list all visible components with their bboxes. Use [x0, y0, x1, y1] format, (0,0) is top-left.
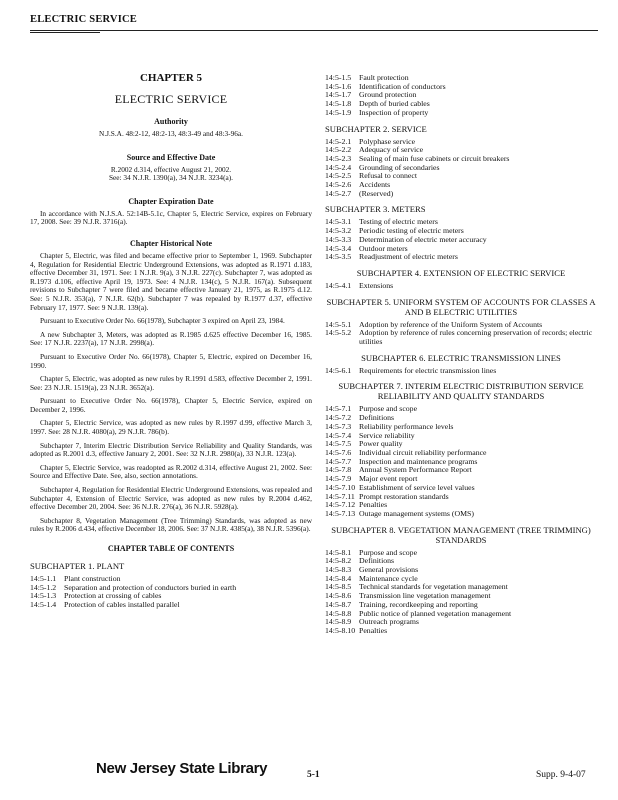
section-title: Adequacy of service — [359, 145, 424, 155]
section-title: Accidents — [359, 180, 391, 190]
toc-entry — [325, 329, 597, 346]
section-number: 14:5-1.1 — [30, 574, 57, 583]
section-title: Grounding of secondaries — [359, 162, 440, 172]
section-title: Identification of conductors — [359, 81, 446, 91]
toc-entry — [325, 627, 597, 636]
right-column — [325, 74, 597, 636]
toc-entry — [325, 190, 597, 199]
section-number: 14:5-3.4 — [325, 243, 352, 253]
section-title: Outdoor meters — [359, 243, 408, 253]
section-title: Definitions — [359, 556, 395, 566]
section-number: 14:5-7.5 — [325, 439, 352, 449]
section-title: (Reserved) — [359, 188, 394, 198]
section-number: 14:5-2.3 — [325, 153, 352, 163]
section-title: Extensions — [359, 280, 394, 290]
section-title: Inspection and maintenance programs — [359, 456, 478, 466]
section-title: Determination of electric meter accuracy — [359, 234, 487, 244]
section-number: 14:5-2.5 — [325, 171, 352, 181]
section-title: Definitions — [359, 413, 395, 423]
section-number: 14:5-3.3 — [325, 234, 352, 244]
section-number: 14:5-8.9 — [325, 617, 352, 627]
section-number: 14:5-1.6 — [325, 81, 352, 91]
subchapter-heading: SUBCHAPTER 3. METERS — [325, 204, 426, 215]
library-stamp: New Jersey State Library — [96, 760, 268, 777]
section-number: 14:5-2.1 — [325, 136, 352, 146]
section-number: 14:5-2.6 — [325, 180, 352, 190]
authority-text: N.J.S.A. 48:2-12, 48:2-13, 48:3-49 and 48:3-96a. — [99, 129, 243, 138]
section-number: 14:5-8.6 — [325, 591, 352, 601]
subchapter-heading: SUBCHAPTER 2. SERVICE — [325, 123, 427, 134]
left-column — [30, 66, 312, 610]
history-paragraph: Subchapter 8, Vegetation Management (Tree Trimming) Standards, was adopted as new rules by R.2006 d.434, effective December 18, 2006. See: 37 N.J.R. 4385(a), 38 N.J.R. 5396(a). — [30, 515, 312, 534]
section-title: Ground protection — [359, 90, 417, 100]
section-title: Establishment of service level values — [359, 482, 475, 492]
section-number: 14:5-7.13 — [325, 508, 356, 518]
source-line: R.2002 d.314, effective August 21, 2002. — [110, 164, 232, 174]
history-heading: Chapter Historical Note — [129, 238, 213, 248]
section-title: Fault protection — [359, 73, 409, 82]
section-number: 14:5-1.4 — [30, 600, 57, 610]
section-number: 14:5-8.4 — [325, 573, 352, 583]
toc-entry — [325, 510, 597, 519]
section-title: Reliability performance levels — [359, 421, 454, 431]
section-title: Transmission line vegetation management — [359, 591, 491, 601]
toc-entry — [325, 367, 597, 376]
section-title: Annual System Performance Report — [359, 465, 472, 475]
toc-left — [30, 561, 312, 610]
section-title: Adoption by reference of the Uniform System of Accounts — [359, 319, 543, 329]
section-title: Protection at crossing of cables — [64, 591, 162, 601]
subchapter-heading: SUBCHAPTER 1. PLANT — [30, 561, 125, 571]
section-number: 14:5-8.8 — [325, 608, 352, 618]
section-number: 14:5-8.5 — [325, 582, 352, 592]
history-paragraph: Subchapter 4, Regulation for Residential Electric Underground Extensions, was repealed and Subchapter 4, Extension of Electric Service, was adopted as new rules by R.2004 d.462, effective December 20, 2004. See: 36 N.J.R. 276(a), 36 N.J.R. 5928(a). — [30, 485, 312, 512]
section-title: Refusal to connect — [359, 171, 418, 181]
section-title: Periodic testing of electric meters — [359, 226, 464, 236]
section-title: Major event report — [359, 474, 418, 484]
section-number: 14:5-7.7 — [325, 456, 352, 466]
section-title: Inspection of property — [359, 107, 429, 117]
section-number: 14:5-7.3 — [325, 421, 352, 431]
section-title: Purpose and scope — [359, 547, 418, 557]
section-title: Adoption by reference of rules concerning preservation of records; electric utilities — [359, 328, 593, 347]
section-title: Readjustment of electric meters — [359, 252, 458, 262]
section-number: 14:5-8.1 — [325, 547, 352, 557]
section-number: 14:5-1.2 — [30, 582, 57, 592]
page-number: 5-1 — [307, 770, 320, 780]
section-number: 14:5-2.7 — [325, 188, 352, 198]
subchapter-heading: SUBCHAPTER 5. UNIFORM SYSTEM OF ACCOUNTS FOR CLASSES A AND B ELECTRIC UTILITIES — [326, 296, 596, 317]
supplement-date: Supp. 9-4-07 — [536, 770, 586, 780]
section-title: Penalties — [359, 625, 388, 635]
section-number: 14:5-7.4 — [325, 430, 352, 440]
section-title: Prompt restoration standards — [359, 491, 449, 501]
subchapter-heading: SUBCHAPTER 6. ELECTRIC TRANSMISSION LINES — [361, 352, 561, 363]
section-number: 14:5-7.2 — [325, 413, 352, 423]
section-number: 14:5-1.8 — [325, 99, 352, 109]
section-number: 14:5-2.2 — [325, 145, 352, 155]
section-number: 14:5-6.1 — [325, 365, 352, 375]
toc-entry — [30, 601, 312, 610]
history-paragraph: Pursuant to Executive Order No. 66(1978), Subchapter 3 expired on April 23, 1984. — [40, 316, 285, 326]
section-number: 14:5-7.10 — [325, 482, 356, 492]
section-title: Outage management systems (OMS) — [359, 508, 474, 518]
section-number: 14:5-7.12 — [325, 500, 356, 510]
section-title: Requirements for electric transmission lines — [359, 365, 497, 375]
section-number: 14:5-8.7 — [325, 599, 352, 609]
subchapter-heading: SUBCHAPTER 7. INTERIM ELECTRIC DISTRIBUTION SERVICE RELIABILITY AND QUALITY STANDARDS — [338, 381, 584, 402]
source-line: See: 34 N.J.R. 1390(a), 34 N.J.R. 3234(a). — [108, 173, 234, 183]
section-title: Purpose and scope — [359, 404, 418, 414]
section-number: 14:5-1.9 — [325, 107, 352, 117]
expiration-heading: Chapter Expiration Date — [128, 196, 214, 206]
section-title: Power quality — [359, 439, 403, 449]
section-title: Testing of electric meters — [359, 217, 438, 227]
section-number: 14:5-4.1 — [325, 280, 352, 290]
section-number: 14:5-7.9 — [325, 474, 352, 484]
toc-entry — [325, 282, 597, 291]
section-number: 14:5-3.5 — [325, 252, 352, 262]
section-number: 14:5-7.11 — [325, 491, 355, 501]
section-number: 14:5-5.1 — [325, 319, 352, 329]
history-paragraph: Chapter 5, Electric Service, was readopted as R.2002 d.314, effective August 21, 2002. See: Source and Effective Date. See, also, section annotations. — [30, 462, 312, 481]
section-number: 14:5-2.4 — [325, 162, 352, 172]
running-header: ELECTRIC SERVICE — [30, 14, 137, 25]
expiration-text: In accordance with N.J.S.A. 52:14B-5.1c, Chapter 5, Electric Service, expires on February 17, 2008. See: 39 N.J.R. 3716(a). — [30, 208, 312, 227]
section-number: 14:5-3.1 — [325, 217, 352, 227]
history-paragraph: Chapter 5, Electric Service, was adopted as new rules by R.1997 d.99, effective March 3, 1997. See: 28 N.J.R. 4080(a), 29 N.J.R. 786(b). — [30, 418, 312, 437]
section-title: Outreach programs — [359, 617, 419, 627]
section-title: Sealing of main fuse cabinets or circuit breakers — [359, 153, 510, 163]
history-paragraph: Subchapter 7, Interim Electric Distribution Service Reliability and Quality Standards, was adopted as R.2001 d.3, effective January 2, 2001. See: 32 N.J.R. 2980(a), 33 N.J.R. 123(a). — [30, 440, 312, 459]
section-number: 14:5-8.2 — [325, 556, 352, 566]
authority-heading: Authority — [154, 117, 188, 126]
history-paragraph: A new Subchapter 3, Meters, was adopted as R.1985 d.625 effective December 16, 1985. See: 17 N.J.R. 2237(a), 17 N.J.R. 2998(a). — [30, 329, 312, 348]
history-notes — [30, 252, 312, 534]
section-title: Training, recordkeeping and reporting — [359, 599, 478, 609]
section-title: Separation and protection of conductors buried in earth — [64, 582, 237, 592]
section-number: 14:5-1.3 — [30, 591, 57, 601]
history-paragraph: Pursuant to Executive Order No. 66(1978), Chapter 5, Electric, expired on December 16, 1990. — [30, 351, 312, 370]
section-title: Polyphase service — [359, 136, 416, 146]
section-title: Individual circuit reliability performance — [359, 447, 487, 457]
header-rule-short — [30, 32, 100, 33]
history-paragraph: Pursuant to Executive Order No. 66(1978), Chapter 5, Electric Service, expired on December 2, 1996. — [30, 396, 312, 414]
section-number: 14:5-7.1 — [325, 404, 352, 414]
section-title: General provisions — [359, 565, 419, 575]
toc-entry — [325, 253, 597, 262]
section-title: Technical standards for vegetation management — [359, 582, 508, 592]
section-title: Protection of cables installed parallel — [64, 600, 180, 610]
section-number: 14:5-8.10 — [325, 625, 356, 635]
section-number: 14:5-3.2 — [325, 226, 352, 236]
toc-right — [325, 74, 597, 636]
section-title: Public notice of planned vegetation management — [359, 608, 512, 618]
section-title: Plant construction — [64, 574, 121, 583]
section-title: Service reliability — [359, 430, 415, 440]
section-number: 14:5-7.8 — [325, 465, 352, 475]
section-title: Penalties — [359, 500, 388, 510]
header-rule — [30, 30, 598, 31]
toc-entry — [325, 109, 597, 118]
chapter-title: ELECTRIC SERVICE — [114, 92, 228, 106]
subchapter-heading: SUBCHAPTER 8. VEGETATION MANAGEMENT (TREE TRIMMING) STANDARDS — [331, 524, 591, 545]
section-number: 14:5-7.6 — [325, 447, 352, 457]
history-paragraph: Chapter 5, Electric, was filed and became effective prior to September 1, 1969. Subchapter 4, Regulation for Residential Electric Underground Extensions, was adopted as R.1971 d.183, effective December 31, 1971. See: 1 N.J.R. 9(a), 3 N.J.R. 227(c). Subchapter 7, was adopted as R.1973 d.106, effective April 19, 1973. See: 4 N.J.R. 134(c), 5 N.J.R. 167(a). Subsequent revisions to Subchapter 7 were filed and became effective January 21, 1975, as R.1975 d.12. See: 5 N.J.R. 353(a), 7 N.J.R. 62(b). Subchapter 7 was repealed by R.1977 d.37, effective February 17, 1977. See: 9 N.J.R. 139(a). — [30, 250, 312, 312]
source-heading: Source and Effective Date — [126, 152, 216, 162]
history-paragraph: Chapter 5, Electric, was adopted as new rules by R.1991 d.583, effective December 2, 1991. See: 23 N.J.R. 1519(a), 23 N.J.R. 3652(a). — [30, 374, 312, 392]
chapter-number: CHAPTER 5 — [139, 72, 203, 84]
section-number: 14:5-8.3 — [325, 565, 352, 575]
section-title: Maintenance cycle — [359, 573, 418, 583]
toc-heading: CHAPTER TABLE OF CONTENTS — [107, 544, 235, 553]
section-number: 14:5-1.5 — [325, 73, 352, 82]
section-number: 14:5-5.2 — [325, 328, 352, 338]
section-title: Depth of buried cables — [359, 99, 430, 109]
section-number: 14:5-1.7 — [325, 90, 352, 100]
subchapter-heading: SUBCHAPTER 4. EXTENSION OF ELECTRIC SERVICE — [356, 267, 566, 278]
